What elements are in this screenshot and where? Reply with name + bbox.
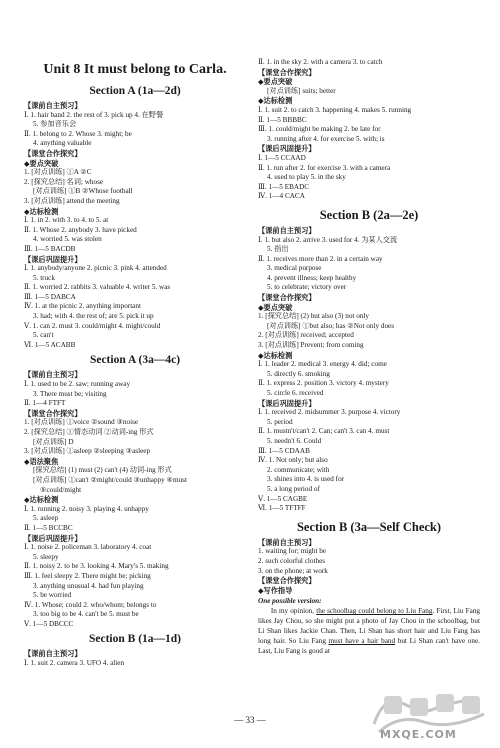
answer-line: 5. directly 6. smoking <box>267 369 330 378</box>
right-column <box>258 58 480 656</box>
left-column <box>24 62 246 669</box>
answer-line: Ⅰ. 1. suit 2. camera 3. UFO 4. alien <box>24 659 125 668</box>
essay-text: In my opinion, <box>270 607 317 616</box>
watermark-text: MXQE.COM <box>380 728 457 741</box>
sample-essay <box>258 596 480 656</box>
answer-line: 1. [对点训练] ①A ②C <box>24 168 92 177</box>
answer-line: 5. be worried <box>33 591 72 600</box>
section-title: Section B (2a—2e) <box>319 207 419 222</box>
answer-line: Ⅳ. 1. Not only; but also <box>258 456 328 465</box>
answer-line: 3. [对点训练] Prevent; from coming <box>258 341 364 350</box>
answer-line: 3. on the phone; at work <box>258 566 328 575</box>
part-label: 【课前自主预习】 <box>258 537 316 547</box>
answer-line: Ⅲ. 1. feel sleepy 2. There might be; picking <box>24 571 151 580</box>
part-label: ◆写作指导 <box>258 585 293 595</box>
answer-line: Ⅵ. 1—5 ACABB <box>24 340 76 349</box>
answer-line: Ⅳ. 1—4 CACA <box>258 192 305 201</box>
answer-line: Ⅱ. 1. receives more than 2. in a certain way <box>258 254 383 263</box>
answer-line: Ⅴ. 1—5 DBCCC <box>24 619 74 628</box>
answer-line: ⑤could/might <box>40 485 82 494</box>
answer-line: 5. a long period of <box>267 484 320 493</box>
answer-line: Ⅴ. 1—5 CAGBE <box>258 494 308 503</box>
answer-line: 1. waiting for; might be <box>258 547 327 556</box>
answer-line: Ⅲ. 1—5 DABCA <box>24 292 76 301</box>
essay-text: . First, Liu Fang likes Jay Chou, so she might put a photo of Jay Chou in the schoolbag, but Li Shan likes Jackie Chan. Then, Li Shan has short hair and Liu Fang has long hair. So Liu Fang <box>258 607 481 646</box>
answer-line: Ⅰ. 1. anybody/anyone 2. picnic 3. pink 4. attended <box>24 264 167 273</box>
answer-line: 4. prevent illness; keep healthy <box>267 273 357 282</box>
section-title: Section A (1a—2d) <box>89 85 181 97</box>
answer-line: 2. [探究总结] 名词; whose <box>24 177 104 186</box>
part-label: 【课堂合作探究】 <box>258 576 316 586</box>
answer-line: 3. [对点训练] attend the meeting <box>24 196 120 205</box>
answer-line: Ⅵ. 1—5 TFTFF <box>258 504 306 513</box>
part-label: 【课堂合作探究】 <box>24 408 82 418</box>
answer-line: 2. such colorful clothes <box>258 556 326 565</box>
answer-line: 3. anything unusual 4. had fun playing <box>33 581 144 590</box>
answer-line: 1. [探究总结] (2) but also (3) not only <box>258 312 369 321</box>
answer-line: Ⅳ. 1. at the picnic 2. anything important <box>24 302 141 311</box>
answer-line: Ⅰ. 1. used to be 2. saw; running away <box>24 380 131 389</box>
answer-line: 3. [对点训练] ①asleep ②sleeping ③asleep <box>24 447 151 456</box>
answer-line: Ⅱ. 1. mustn't/can't 2. Can; can't 3. can 4. must <box>258 427 390 436</box>
essay-underlined-text: the schoolbag could belong to Liu Fang <box>316 607 433 616</box>
answer-line: [对点训练] suits; better <box>267 86 336 95</box>
answer-line: 5. circle 6. received <box>267 389 324 397</box>
section-title: Section A (3a—4c) <box>89 354 181 367</box>
part-label: 【课堂合作探究】 <box>258 293 316 303</box>
answer-line: Ⅴ. 1. can 2. must 3. could/might 4. might/could <box>24 321 161 330</box>
answer-line: 3. too big to be 4. can't be 5. must be <box>33 610 139 619</box>
part-label: 【课前自主预习】 <box>24 649 82 659</box>
part-label: 【课堂合作探究】 <box>24 148 82 158</box>
answer-line: 5. needn't 6. Could <box>267 436 322 445</box>
part-label: 【课堂合作探究】 <box>258 67 316 77</box>
part-label: ◆要点突破 <box>258 302 293 312</box>
answer-line: [探究总结] (1) must (2) can't (4) 动词-ing 形式 <box>33 466 172 475</box>
answer-line: [对点训练] ①can't ②might/could ③unhappy ④must <box>33 475 187 484</box>
essay-text: but Li Shan can't have one. Last, Liu Fang is good at <box>258 637 480 656</box>
page-number: — 33 — <box>234 715 266 725</box>
answer-line: Ⅱ. 1—5 BCCBC <box>24 523 73 532</box>
answer-line: Ⅲ. 1—5 BACDB <box>24 244 76 253</box>
answer-line: 2. [探究总结] ①情态动词 ②动词-ing 形式 <box>24 428 154 436</box>
answer-line: 5. asleep <box>33 514 59 523</box>
answer-line: 2. [对点训练] received; accepted <box>258 331 354 340</box>
answer-line: 1. [对点训练] ①voice ②sound ③noise <box>24 418 139 427</box>
answer-line: 3. There must be; visiting <box>33 389 107 398</box>
part-label: ◆要点突破 <box>258 77 293 87</box>
answer-line: Ⅰ. 1. but also 2. arrive 3. used for 4. 为某人交流 <box>258 235 398 244</box>
answer-line: 5. period <box>267 417 293 426</box>
answer-line: 3. medical purpose <box>267 264 322 273</box>
part-label: 【课后巩固提升】 <box>24 533 82 543</box>
answer-line: 5. can't <box>33 331 54 340</box>
answer-line: Ⅲ. 1—5 EBADC <box>258 182 310 191</box>
section-title: Section B (1a—1d) <box>89 633 181 646</box>
answer-line: Ⅰ. 1. running 2. noisy 3. playing 4. unhappy <box>24 504 149 513</box>
answer-line: 5. to celebrate; victory over <box>267 283 347 292</box>
section-title: Section B (3a—Self Check) <box>296 519 442 534</box>
part-label: 【课前自主预习】 <box>24 101 82 110</box>
answer-line: Ⅱ. 1. Whose 2. anybody 3. have picked <box>24 225 137 234</box>
answer-line: Ⅱ. 1. noisy 2. to be 3. looking 4. Mary's 5. making <box>24 562 169 571</box>
answer-line: 4. used to play 5. in the sky <box>267 173 346 182</box>
part-label: 【课后巩固提升】 <box>258 398 316 408</box>
essay-heading: One possible version: <box>258 597 322 606</box>
answer-line: 5. 参加音乐会 <box>33 120 77 129</box>
answer-line: 3. had; with 4. the rest of; are 5. pick it up <box>33 312 154 321</box>
part-label: ◆语法聚焦 <box>24 456 59 466</box>
part-label: 【课后巩固提升】 <box>258 144 316 154</box>
answer-line: Ⅲ. 1—5 CDAAB <box>258 446 310 455</box>
answer-line: [对点训练] ①but also; has ②Not only does <box>267 321 395 330</box>
answer-line: 2. communicate; with <box>267 465 330 474</box>
part-label: 【课前自主预习】 <box>24 370 82 380</box>
answer-line: 5. 指出 <box>267 245 289 254</box>
part-label: 【课后巩固提升】 <box>24 254 82 264</box>
answer-line: Ⅰ. 1. received 2. midsummer 3. purpose 4. victory <box>258 408 401 417</box>
part-label: ◆达标检测 <box>258 350 293 360</box>
answer-line: 3. shines into 4. is used for <box>267 475 345 484</box>
answer-line: Ⅳ. 1. Whose; could 2. who/whom; belongs to <box>24 600 157 609</box>
answer-line: [对点训练] D <box>33 437 74 446</box>
answer-line: 4. worried 5. was stolen <box>33 235 102 244</box>
unit-title: Unit 8 It must belong to Carla. <box>43 62 227 77</box>
part-label: ◆要点突破 <box>24 158 59 168</box>
answer-line: Ⅱ. 1—4 FTFT <box>24 399 66 408</box>
answer-line: 4. anything valuable <box>33 139 92 148</box>
answer-line: Ⅱ. 1. belong to 2. Whose 3. might; be <box>24 129 132 138</box>
answer-line: Ⅰ. 1. hair band 2. the rest of 3. pick up 4. 在野餐 <box>24 110 164 119</box>
answer-line: Ⅰ. 1. suit 2. to catch 3. happening 4. makes 5. running <box>258 105 412 114</box>
answer-line: [对点训练] ①B ②Whose football <box>33 187 133 196</box>
part-label: 【课前自主预习】 <box>258 225 316 235</box>
answer-line: Ⅰ. 1. leader 2. medical 3. energy 4. did; come <box>258 360 387 369</box>
answer-line: Ⅱ. 1. express 2. position 3. victory 4. mystery <box>258 379 389 388</box>
answer-line: 5. sleepy <box>33 552 59 561</box>
answer-line: Ⅲ. 1. could/might be making 2. be late for <box>258 125 381 134</box>
part-label: ◆达标检测 <box>258 96 293 106</box>
answer-line: Ⅰ. 1—5 CCAAD <box>258 153 306 162</box>
part-label: ◆达标检测 <box>24 206 59 216</box>
answer-line: Ⅱ. 1. in the sky 2. with a camera 3. to catch <box>258 58 383 66</box>
essay-underlined-text: must have a hair band <box>328 637 396 646</box>
answer-line: 3. running after 4. for exercise 5. with; is <box>267 134 385 143</box>
answer-line: Ⅱ. 1. worried 2. rabbits 3. valuable 4. writer 5. was <box>24 283 171 292</box>
answer-line: Ⅰ. 1. in 2. with 3. to 4. to 5. at <box>24 216 109 225</box>
answer-line: 5. truck <box>33 273 55 282</box>
answer-line: Ⅱ. 1—5 BBBBC <box>258 115 307 124</box>
answer-line: Ⅰ. 1. noise 2. policeman 3. laboratory 4. coat <box>24 543 152 552</box>
part-label: ◆达标检测 <box>24 495 59 505</box>
answer-line: Ⅱ. 1. run after 2. for exercise 3. with a camera <box>258 163 391 172</box>
